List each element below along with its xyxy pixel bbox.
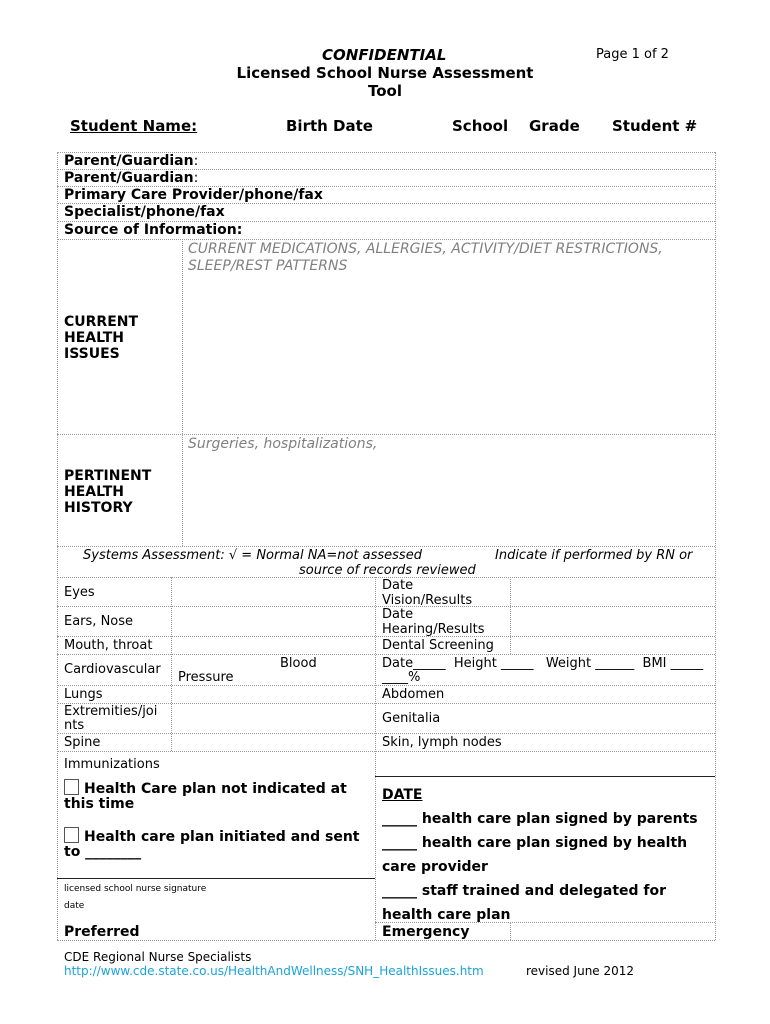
plan-initiated-checkbox[interactable] [64, 827, 79, 843]
current-health-label-2: HEALTH [64, 330, 124, 346]
plan-initiated-line-2: to ________ [64, 844, 142, 860]
signed-by-provider-line-2: care provider [382, 859, 488, 875]
page-number: Page 1 of 2 [596, 47, 669, 62]
pertinent-history-label-2: HEALTH [64, 484, 124, 500]
plan-not-indicated-line-2: this time [64, 796, 135, 812]
student-number-label: Student # [612, 117, 698, 135]
dental-screening-label: Dental Screening [382, 638, 494, 653]
systems-heading-right: Indicate if performed by RN or [495, 548, 693, 563]
footer-org: CDE Regional Nurse Specialists [64, 950, 252, 964]
hearing-results-label: Hearing/Results [382, 622, 485, 637]
pressure-label: Pressure [178, 670, 234, 685]
current-health-hint-1: CURRENT MEDICATIONS, ALLERGIES, ACTIVITY/DIET RESTRICTIONS, [188, 241, 663, 257]
pertinent-history-label-3: HISTORY [64, 500, 133, 516]
school-label: School [452, 117, 509, 135]
plan-not-indicated-line-1: Health Care plan not indicated at [64, 779, 347, 798]
footer-revised: revised June 2012 [526, 964, 635, 978]
primary-care-provider: Primary Care Provider/phone/fax [64, 187, 323, 203]
lungs-label: Lungs [64, 687, 103, 702]
current-health-label-1: CURRENT [64, 314, 139, 330]
preferred-label: Preferred [64, 924, 140, 940]
measurements-line-1: Date_____ Height _____ Weight ______ BMI _____ [382, 656, 704, 671]
pertinent-history-hint: Surgeries, hospitalizations, [188, 436, 378, 452]
footer-url-link[interactable]: http://www.cde.state.co.us/HealthAndWellness/SNH_HealthIssues.htm [64, 964, 484, 978]
staff-trained-line-2: health care plan [382, 907, 511, 923]
specialist: Specialist/phone/fax [64, 204, 225, 220]
measurements-line-2: ____% [382, 670, 421, 685]
grade-label: Grade [529, 117, 580, 135]
staff-trained-line-1: _____ staff trained and delegated for [382, 883, 667, 899]
cardiovascular-label: Cardiovascular [64, 662, 161, 677]
emergency-label: Emergency [382, 924, 470, 940]
hearing-date-label: Date [382, 607, 414, 622]
current-health-label-3: ISSUES [64, 346, 120, 362]
systems-heading-line-2: source of records reviewed [299, 563, 476, 578]
immunizations-label: Immunizations [64, 757, 160, 772]
nurse-signature-label: licensed school nurse signature [64, 884, 207, 894]
current-health-hint-2: SLEEP/REST PATTERNS [188, 258, 348, 274]
plan-date-heading: DATE [382, 787, 423, 803]
parent-guardian-2: Parent/Guardian: [64, 170, 199, 186]
title-line-2: Tool [368, 82, 402, 100]
extremities-label-2: nts [64, 718, 85, 733]
mouth-throat-label: Mouth, throat [64, 638, 153, 653]
spine-label: Spine [64, 735, 101, 750]
signature-date-label: date [64, 901, 85, 911]
extremities-label-1: Extremities/joi [64, 704, 158, 719]
signed-by-provider-line-1: _____ health care plan signed by health [382, 835, 688, 851]
abdomen-label: Abdomen [382, 687, 445, 702]
source-of-information: Source of Information: [64, 222, 243, 238]
systems-heading-left: Systems Assessment: √ = Normal NA=not assessed [83, 548, 422, 563]
eyes-label: Eyes [64, 585, 95, 600]
pertinent-history-label-1: PERTINENT [64, 468, 152, 484]
skin-lymph-label: Skin, lymph nodes [382, 735, 502, 750]
plan-initiated-line-1: Health care plan initiated and sent [64, 827, 360, 846]
signed-by-parents: _____ health care plan signed by parents [382, 811, 698, 827]
blood-label: Blood [280, 656, 317, 671]
genitalia-label: Genitalia [382, 711, 441, 726]
birth-date-label: Birth Date [286, 117, 373, 135]
student-name-label: Student Name: [70, 117, 198, 135]
parent-guardian-1: Parent/Guardian: [64, 153, 199, 169]
vision-date-label: Date [382, 578, 414, 593]
ears-nose-label: Ears, Nose [64, 614, 134, 629]
plan-not-indicated-checkbox[interactable] [64, 779, 79, 795]
title-line-1: Licensed School Nurse Assessment [236, 64, 534, 82]
vision-results-label: Vision/Results [382, 593, 473, 608]
confidential-label: CONFIDENTIAL [322, 46, 447, 64]
